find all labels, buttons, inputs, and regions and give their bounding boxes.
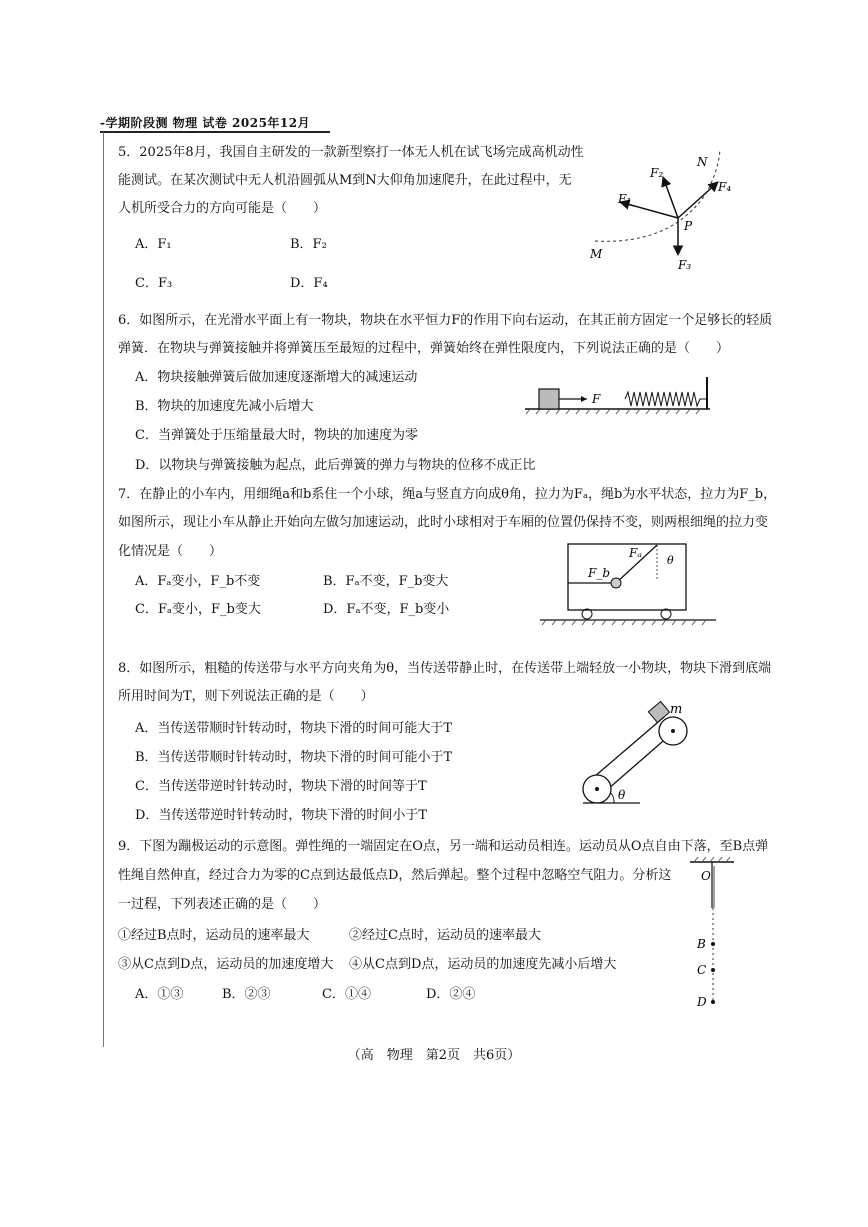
q5-arrow-f2 <box>663 177 678 218</box>
header-rule <box>100 131 330 133</box>
q7-label-fa: Fₐ <box>629 546 642 560</box>
q9-point-c <box>711 968 715 972</box>
q8-option-a: A．当传送带顺时针转动时，物块下滑的时间可能大于T <box>135 721 453 736</box>
q8-label-theta: θ <box>618 788 626 802</box>
q5-force-diagram <box>580 145 760 275</box>
q7-option-b: B．Fₐ不变，F_b变大 <box>323 574 449 589</box>
q9-label-b: B <box>697 937 706 951</box>
q5-option-a: A．F₁ <box>135 237 172 252</box>
q5-label-f1: F₁ <box>618 192 632 206</box>
q8-line-2: 所用时间为T，则下列说法正确的是（ ） <box>118 689 374 704</box>
q9-option-d: D．②④ <box>426 987 476 1002</box>
q5-option-b: B．F₂ <box>290 237 327 252</box>
q8-option-c: C．当传送带逆时针转动时，物块下滑的时间等于T <box>135 779 427 794</box>
q6-line-2: 弹簧．在物块与弹簧接触并将弹簧压至最短的过程中，弹簧始终在弹性限度内，下列说法正确的是（ ） <box>118 341 730 356</box>
q5-line-1: 5．2025年8月，我国自主研发的一款新型察打一体无人机在试飞场完成高机动性 <box>118 145 584 160</box>
q9-label-d: D <box>697 995 707 1009</box>
q5-arrow-f4 <box>678 182 718 218</box>
q6-option-d: D．以物块与弹簧接触为起点，此后弹簧的弹力与物块的位移不成正比 <box>135 458 536 473</box>
q9-line-1: 9．下图为蹦极运动的示意图。弹性绳的一端固定在O点，另一端和运动员相连。运动员从O点自由下落，至B点弹 <box>118 839 769 854</box>
q9-statement-1: ①经过B点时，运动员的速率最大 <box>118 928 310 943</box>
q6-option-b: B．物块的加速度先减小后增大 <box>135 399 314 414</box>
q9-option-b: B．②③ <box>222 987 271 1002</box>
q7-option-d: D．Fₐ不变，F_b变小 <box>323 602 450 617</box>
q9-line-3: 一过程，下列表述正确的是（ ） <box>118 897 327 912</box>
q9-line-2: 性绳自然伸直，经过合力为零的C点到达最低点D，然后弹起。整个过程中忽略空气阻力。分析这 <box>118 868 672 883</box>
q8-angle-arc <box>611 793 614 803</box>
q9-statement-3: ③从C点到D点，运动员的加速度增大 <box>118 957 334 972</box>
exam-header: -学期阶段测 物理 试卷 2025年12月 <box>100 116 311 130</box>
q5-option-c: C．F₃ <box>135 276 173 291</box>
page-footer: （高 物理 第2页 共6页） <box>347 1048 521 1063</box>
q9-label-o: O <box>701 869 711 883</box>
q6-spring <box>625 392 707 406</box>
q9-bungee-diagram <box>688 856 738 1016</box>
q5-label-f2: F₂ <box>650 166 664 180</box>
q5-label-f3: F₃ <box>678 258 692 272</box>
q5-label-m: M <box>590 247 603 261</box>
q5-line-3: 人机所受合力的方向可能是（ ） <box>118 201 327 216</box>
q6-label-f: F <box>592 392 601 406</box>
q5-label-n: N <box>697 155 708 169</box>
q7-label-theta: θ <box>667 554 674 567</box>
q6-line-1: 6．如图所示，在光滑水平面上有一物块，物块在水平恒力F的作用下向右运动，在其正前方固定一个足够长的轻质 <box>118 313 773 328</box>
q8-pulley-bottom-axle <box>595 787 599 791</box>
q6-option-a: A．物块接触弹簧后做加速度逐渐增大的减速运动 <box>135 370 418 385</box>
q6-force-arrowhead <box>581 396 587 402</box>
q5-label-p: P <box>684 219 693 233</box>
q8-conveyor-diagram <box>580 695 700 810</box>
q7-cart-diagram <box>540 540 720 632</box>
q9-option-c: C．①④ <box>322 987 371 1002</box>
q6-option-c: C．当弹簧处于压缩量最大时，物块的加速度为零 <box>135 428 418 443</box>
q5-label-f4: F₄ <box>718 180 732 194</box>
q5-option-d: D．F₄ <box>290 276 328 291</box>
q8-option-b: B．当传送带顺时针转动时，物块下滑的时间可能小于T <box>135 750 453 765</box>
q9-point-d <box>711 1000 715 1004</box>
q8-option-d: D．当传送带逆时针转动时，物块下滑的时间小于T <box>135 808 428 823</box>
q9-statement-4: ④从C点到D点，运动员的加速度先减小后增大 <box>349 957 617 972</box>
q9-statement-2: ②经过C点时，运动员的速率最大 <box>349 928 541 943</box>
q7-ground-hatch <box>542 620 706 625</box>
q7-line-3: 化情况是（ ） <box>118 544 223 559</box>
q7-ball <box>611 578 621 588</box>
q7-line-1: 7．在静止的小车内，用细绳a和b系住一个小球，绳a与竖直方向成θ角，拉力为Fₐ，绳b为水平状态，拉力为F_b， <box>118 487 777 502</box>
q7-line-2: 如图所示，现让小车从静止开始向左做匀加速运动，此时小球相对于车厢的位置仍保持不变，则两根细绳的拉力变 <box>118 515 769 530</box>
binding-margin-line <box>103 132 104 1047</box>
q6-spring-diagram <box>525 375 715 415</box>
q5-line-2: 能测试。在某次测试中无人机沿圆弧从M到N大仰角加速爬升，在此过程中，无 <box>118 173 572 188</box>
q8-pulley-top-axle <box>671 729 675 733</box>
q7-option-a: A．Fₐ变小，F_b不变 <box>135 574 261 589</box>
q9-option-a: A．①③ <box>135 987 184 1002</box>
q8-line-1: 8．如图所示，粗糙的传送带与水平方向夹角为θ，当传送带静止时，在传送带上端轻放一小物块，物块下滑到底端 <box>118 661 772 676</box>
q8-label-m: m <box>670 702 683 717</box>
q7-option-c: C．Fₐ变小，F_b变大 <box>135 602 261 617</box>
q7-label-fb: F_b <box>588 566 611 580</box>
q9-point-b <box>711 942 715 946</box>
q9-label-c: C <box>697 963 707 977</box>
q6-block <box>539 389 559 409</box>
q8-belt-bottom <box>594 717 664 777</box>
